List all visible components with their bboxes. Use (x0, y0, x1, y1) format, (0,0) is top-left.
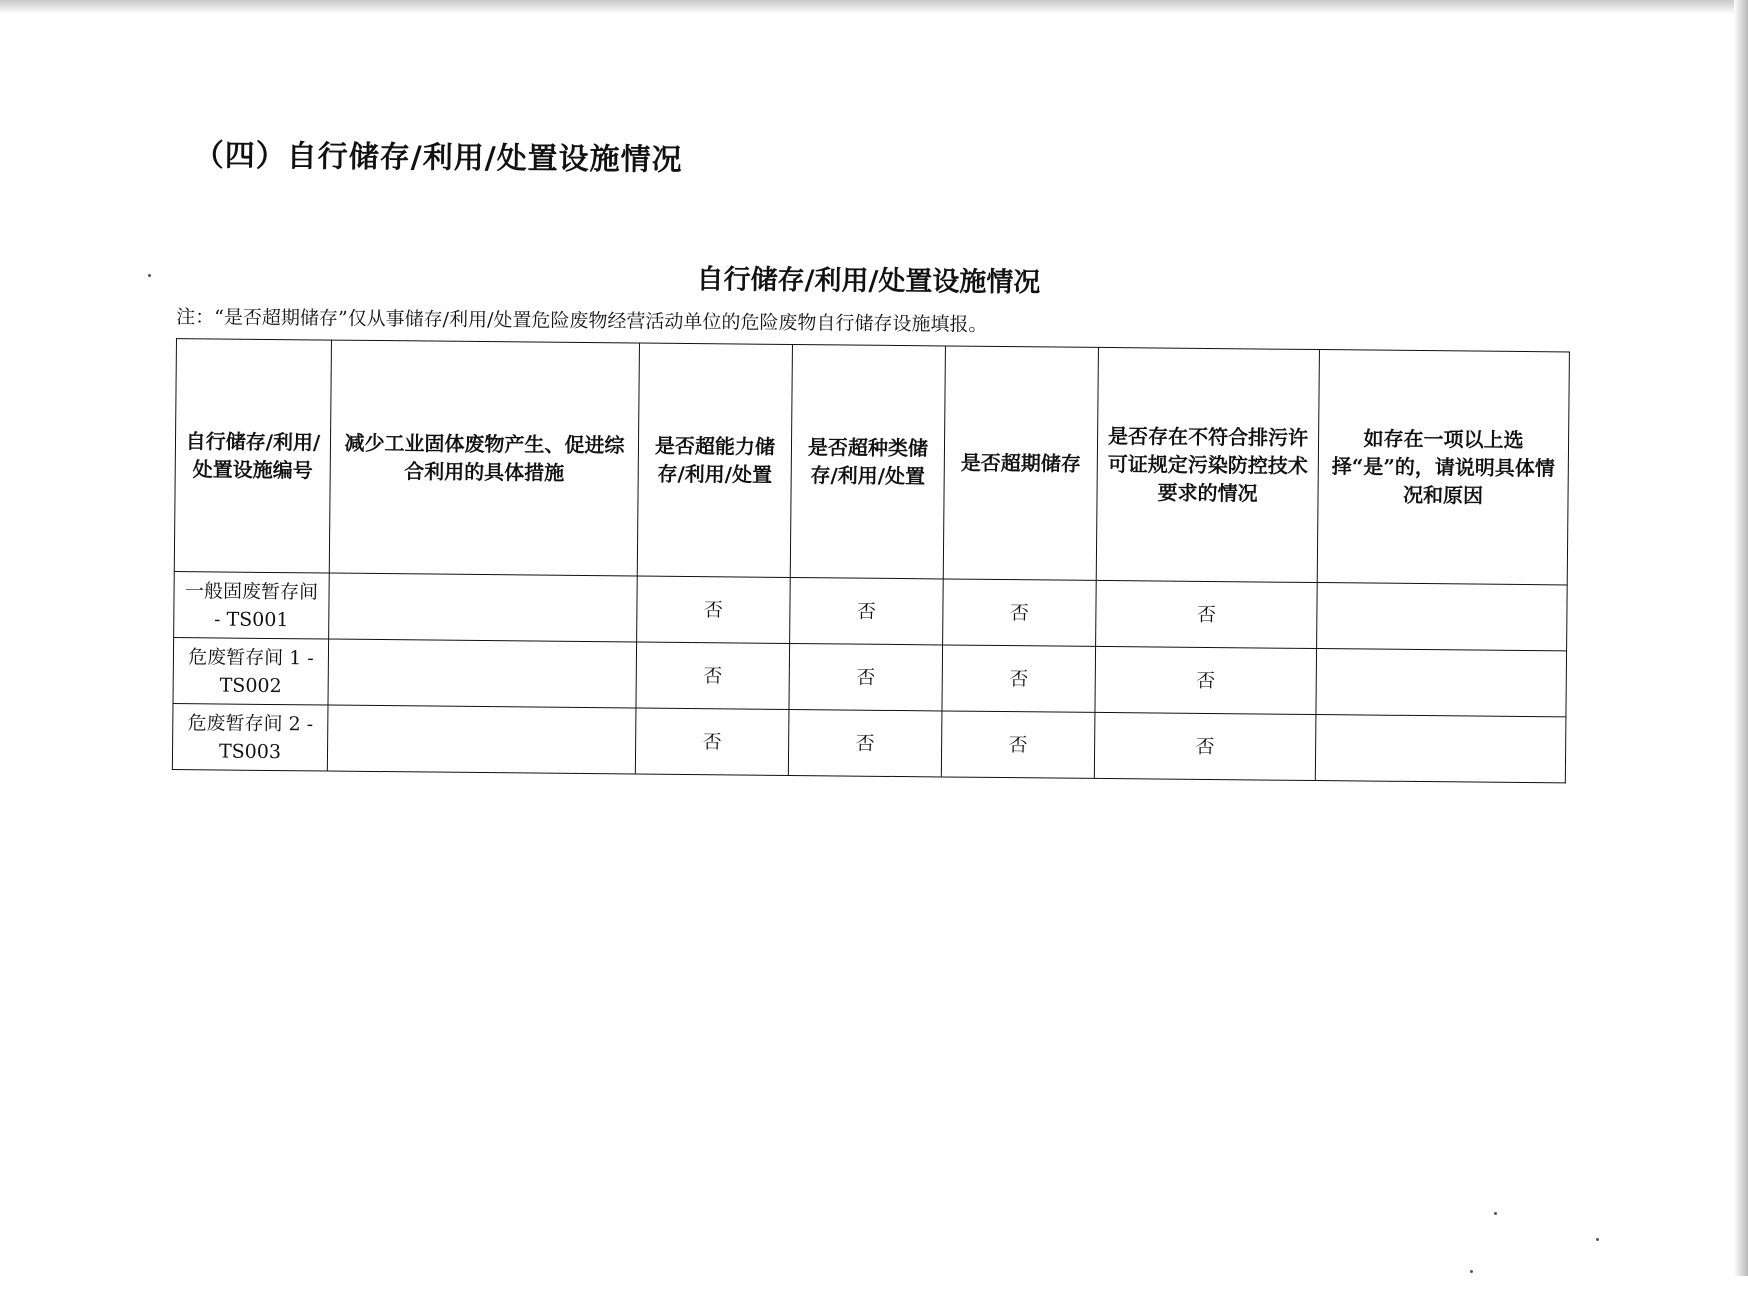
scan-speck (1470, 1270, 1473, 1273)
header-facility-id: 自行储存/利用/处置设施编号 (174, 339, 331, 573)
section-heading: （四）自行储存/利用/处置设施情况 (193, 138, 683, 178)
cell-over-capacity: 否 (637, 576, 791, 643)
cell-explanation (1317, 583, 1568, 651)
cell-facility-id: 危废暂存间 1 - TS002 (173, 638, 329, 705)
cell-noncompliance: 否 (1096, 580, 1318, 648)
cell-over-capacity: 否 (636, 642, 790, 709)
header-explanation: 如存在一项以上选择“是”的，请说明具体情况和原因 (1317, 350, 1569, 585)
facility-table (172, 338, 1570, 783)
cell-over-category: 否 (790, 577, 944, 644)
cell-over-capacity: 否 (635, 708, 789, 775)
cell-reduction-measures (328, 639, 637, 708)
cell-explanation (1316, 649, 1567, 717)
table-row (172, 704, 1566, 783)
header-noncompliance: 是否存在不符合排污许可证规定污染防控技术要求的情况 (1096, 347, 1319, 582)
cell-over-category: 否 (789, 643, 943, 710)
cell-noncompliance: 否 (1094, 712, 1316, 780)
cell-facility-id: 危废暂存间 2 - TS003 (172, 704, 328, 771)
cell-over-period: 否 (942, 645, 1096, 712)
table-title: 自行储存/利用/处置设施情况 (696, 264, 1041, 299)
scan-speck (1596, 1238, 1599, 1241)
scan-speck (1494, 1212, 1497, 1215)
cell-reduction-measures (327, 705, 636, 774)
cell-facility-id: 一般固废暂存间 - TS001 (174, 572, 330, 639)
header-over-category: 是否超种类储存/利用/处置 (790, 344, 945, 578)
cell-reduction-measures (329, 573, 638, 642)
cell-explanation (1315, 715, 1566, 783)
cell-over-period: 否 (941, 711, 1095, 778)
cell-over-category: 否 (788, 709, 942, 776)
header-over-period: 是否超期储存 (943, 346, 1098, 580)
cell-over-period: 否 (943, 579, 1097, 646)
cell-noncompliance: 否 (1095, 646, 1317, 714)
header-reduction-measures: 减少工业固体废物产生、促进综合利用的具体措施 (329, 340, 639, 576)
table-note: 注：“是否超期储存”仅从事储存/利用/处置危险废物经营活动单位的危险废物自行储存设施填报。 (176, 306, 988, 336)
scan-speck (148, 274, 151, 277)
table-header-row (174, 339, 1569, 585)
header-over-capacity: 是否超能力储存/利用/处置 (637, 343, 792, 577)
